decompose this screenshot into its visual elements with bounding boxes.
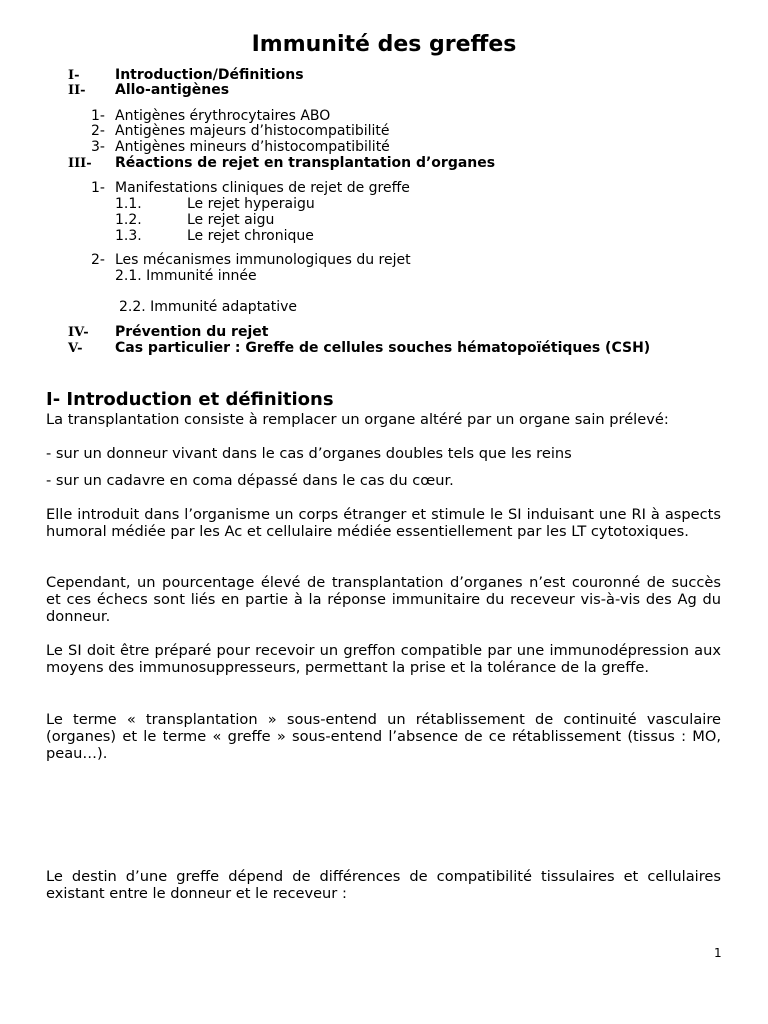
- toc-numeral: V-: [68, 341, 83, 356]
- toc-subsubitem-innate: 2.1. Immunité innée: [115, 268, 257, 284]
- toc-subitem-label: Antigènes mineurs d’histocompatibilité: [115, 139, 390, 155]
- section-heading: I- Introduction et définitions: [46, 389, 334, 410]
- paragraph: Elle introduit dans l’organisme un corps étranger et stimule le SI induisant une RI à aspects humoral médiée par les Ac et cellulaire médiée essentiellement par les LT cytotoxiques.: [46, 506, 721, 540]
- page-number: 1: [714, 946, 722, 960]
- toc-subitem-number: 1-: [91, 108, 105, 124]
- toc-subitem-label: Manifestations cliniques de rejet de greffe: [115, 180, 410, 196]
- toc-subsubitem-label: Le rejet hyperaigu: [187, 196, 315, 212]
- paragraph: - sur un donneur vivant dans le cas d’organes doubles tels que les reins: [46, 445, 572, 462]
- toc-subitem-label: Les mécanismes immunologiques du rejet: [115, 252, 411, 268]
- toc-label: Prévention du rejet: [115, 324, 269, 340]
- toc-subitem-label: Antigènes majeurs d’histocompatibilité: [115, 123, 390, 139]
- toc-subsubitem-label: Le rejet aigu: [187, 212, 275, 228]
- toc-label: Introduction/Définitions: [115, 67, 304, 83]
- paragraph: - sur un cadavre en coma dépassé dans le cas du cœur.: [46, 472, 454, 489]
- document-title: Immunité des greffes: [251, 32, 517, 57]
- toc-subitem-number: 1-: [91, 180, 105, 196]
- toc-subitem-number: 3-: [91, 139, 105, 155]
- paragraph: Le SI doit être préparé pour recevoir un greffon compatible par une immunodépression aux moyens des immunosuppresseurs, permettant la prise et la tolérance de la greffe.: [46, 642, 721, 676]
- paragraph: Le destin d’une greffe dépend de différences de compatibilité tissulaires et cellulaires existant entre le donneur et le receveur :: [46, 868, 721, 902]
- toc-numeral: IV-: [68, 325, 89, 340]
- toc-label: Réactions de rejet en transplantation d’organes: [115, 155, 496, 171]
- paragraph: Cependant, un pourcentage élevé de transplantation d’organes n’est couronné de succès et ces échecs sont liés en partie à la réponse immunitaire du receveur vis-à-vis des Ag du donneur.: [46, 574, 721, 625]
- toc-subsubitem-number: 1.3.: [115, 228, 142, 244]
- toc-subitem-label: Antigènes érythrocytaires ABO: [115, 108, 331, 124]
- toc-subsubitem-adaptive: 2.2. Immunité adaptative: [119, 299, 298, 315]
- toc-subsubitem-number: 1.2.: [115, 212, 142, 228]
- toc-label: Cas particulier : Greffe de cellules souches hématopoïétiques (CSH): [115, 340, 651, 356]
- toc-subitem-number: 2-: [91, 123, 105, 139]
- paragraph: Le terme « transplantation » sous-entend un rétablissement de continuité vasculaire (organes) et le terme « greffe » sous-entend l’absence de ce rétablissement (tissus : MO, peau…).: [46, 711, 721, 762]
- toc-subsubitem-label: Le rejet chronique: [187, 228, 314, 244]
- toc-subsubitem-number: 1.1.: [115, 196, 142, 212]
- toc-numeral: III-: [68, 156, 92, 171]
- paragraph: La transplantation consiste à remplacer un organe altéré par un organe sain prélevé:: [46, 411, 669, 428]
- toc-numeral: I-: [68, 68, 80, 83]
- toc-subitem-number: 2-: [91, 252, 105, 268]
- toc-numeral: II-: [68, 83, 86, 98]
- toc-label: Allo-antigènes: [115, 82, 230, 98]
